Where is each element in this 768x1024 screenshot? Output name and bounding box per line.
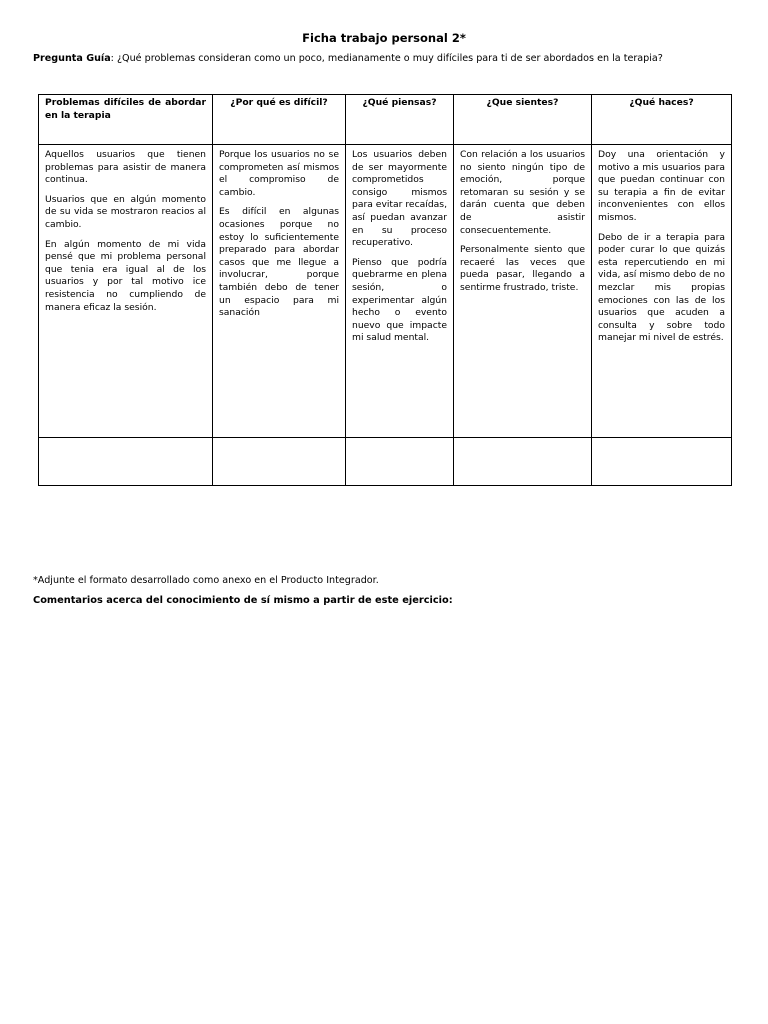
- empty-cell: [454, 438, 592, 486]
- cell-paragraph: Doy una orientación y motivo a mis usuarios para que puedan continuar con su terapia a fin de evitar inconvenientes con ellos mismos.: [598, 149, 725, 223]
- cell-paragraph: Los usuarios deben de ser mayormente comprometidos consigo mismos para evitar recaídas, así puedan avanzar en su proceso recuperativo.: [352, 149, 447, 249]
- guide-question-text: : ¿Qué problemas consideran como un poco, medianamente o muy difíciles para ti de ser abordados en la terapia?: [110, 53, 663, 64]
- cell-why-difficult: [213, 145, 346, 438]
- cell-paragraph: Es difícil en algunas ocasiones porque no estoy lo suficientemente preparado para abordar casos que me llegue a involucrar, porque también debo de tener un espacio para mi sanación: [219, 206, 339, 319]
- cell-what-do: [592, 145, 732, 438]
- header-what-do: ¿Qué haces?: [592, 95, 732, 145]
- cell-paragraph: Porque los usuarios no se comprometen así mismos el compromiso de cambio.: [219, 149, 339, 198]
- cell-paragraph: En algún momento de mi vida pensé que mi problema personal que tenia era igual al de los usuarios y por tal motivo ice resistencia no cumpliendo de manera eficaz la sesión.: [45, 238, 206, 313]
- empty-cell: [213, 438, 346, 486]
- header-why-difficult: ¿Por qué es difícil?: [213, 95, 346, 145]
- cell-paragraph: Aquellos usuarios que tienen problemas para asistir de manera continua.: [45, 149, 206, 186]
- table-row-empty: [39, 438, 732, 486]
- cell-problems: [39, 145, 213, 438]
- empty-cell: [346, 438, 454, 486]
- empty-cell: [592, 438, 732, 486]
- cell-paragraph: Debo de ir a terapia para poder curar lo que quizás esta repercutiendo en mi vida, así mismo debo de no mezclar mis propias emociones con las de los usuarios que acuden a consulta y sobre todo manejar mi nivel de estrés.: [598, 231, 725, 344]
- page-title: Ficha trabajo personal 2*: [302, 31, 466, 45]
- comments-heading: Comentarios acerca del conocimiento de sí mismo a partir de este ejercicio:: [33, 595, 453, 606]
- cell-paragraph: Pienso que podría quebrarme en plena sesión, o experimentar algún hecho o evento nuevo que impacte mi salud mental.: [352, 256, 447, 344]
- table-header-row: [39, 95, 732, 145]
- table-row: [39, 145, 732, 438]
- guide-question: [33, 53, 663, 64]
- cell-paragraph: Con relación a los usuarios no siento ningún tipo de emoción, porque retomaran su sesión y se darán cuenta que deben de asistir consecuentemente.: [460, 149, 585, 236]
- cell-what-think: [346, 145, 454, 438]
- header-what-feel: ¿Que sientes?: [454, 95, 592, 145]
- header-problems: Problemas difíciles de abordar en la terapia: [39, 95, 213, 145]
- empty-cell: [39, 438, 213, 486]
- footnote: *Adjunte el formato desarrollado como anexo en el Producto Integrador.: [33, 575, 379, 586]
- reflection-table: [38, 94, 732, 486]
- header-what-think: ¿Qué piensas?: [346, 95, 454, 145]
- guide-question-label: Pregunta Guía: [33, 53, 111, 64]
- cell-paragraph: Personalmente siento que recaeré las veces que pueda pasar, llegando a sentirme frustrado, triste.: [460, 244, 585, 293]
- cell-what-feel: [454, 145, 592, 438]
- cell-paragraph: Usuarios que en algún momento de su vida se mostraron reacios al cambio.: [45, 193, 206, 230]
